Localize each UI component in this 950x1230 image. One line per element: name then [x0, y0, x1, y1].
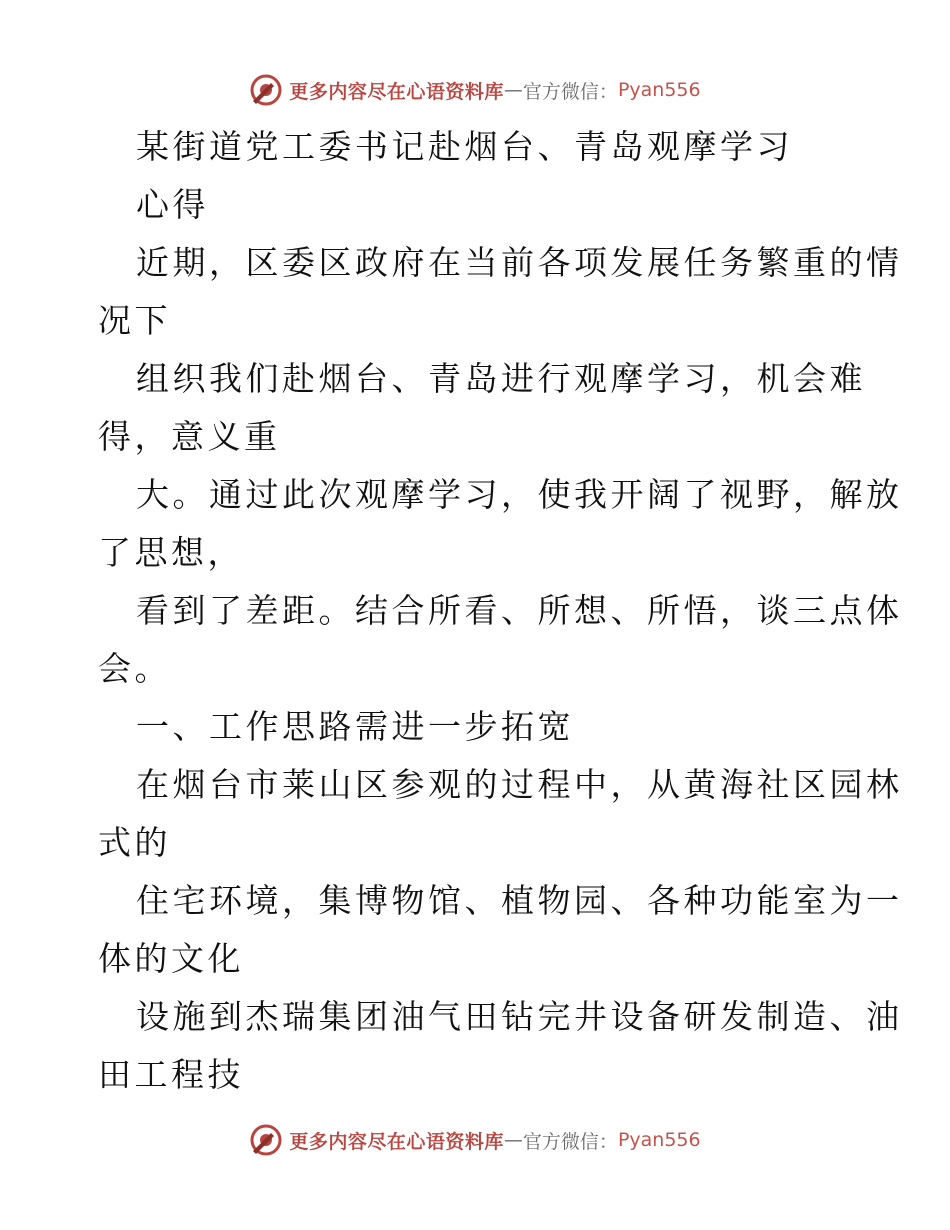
banner-wechat-label: 官方微信： — [522, 80, 618, 103]
paragraph-line: 况下 — [98, 301, 171, 340]
doc-title-cont: 心得 — [136, 185, 209, 224]
paragraph-line: 组织我们赴烟台、青岛进行观摩学习，机会难 — [136, 359, 866, 398]
section-heading: 一、工作思路需进一步拓宽 — [136, 707, 574, 746]
banner-brand: 更多内容尽在心语资料库 — [289, 1130, 504, 1153]
banner-separator: — — [503, 1129, 523, 1151]
paragraph-line: 大。通过此次观摩学习，使我开阔了视野，解放 — [136, 475, 903, 514]
banner-wechat-label: 官方微信： — [522, 1130, 618, 1153]
banner-separator: — — [503, 79, 523, 101]
brand-logo-icon — [249, 73, 283, 107]
paragraph-line: 田工程技 — [98, 1055, 244, 1094]
paragraph-line: 设施到杰瑞集团油气田钻完井设备研发制造、油 — [136, 997, 903, 1036]
banner-brand: 更多内容尽在心语资料库 — [289, 80, 504, 103]
paragraph-line: 会。 — [98, 649, 171, 688]
header-banner — [0, 70, 950, 110]
paragraph-line: 式的 — [98, 823, 171, 862]
paragraph-line: 在烟台市莱山区参观的过程中，从黄海社区园林 — [136, 765, 903, 804]
banner-wechat-id: Pyan556 — [617, 79, 701, 101]
paragraph-line: 近期，区委区政府在当前各项发展任务繁重的情 — [136, 243, 903, 282]
brand-logo-icon — [249, 1123, 283, 1157]
banner-wechat-id: Pyan556 — [617, 1129, 701, 1151]
doc-title: 某街道党工委书记赴烟台、青岛观摩学习 — [136, 127, 793, 166]
paragraph-line: 了思想， — [98, 533, 244, 572]
footer-banner — [0, 1120, 950, 1160]
paragraph-line: 体的文化 — [98, 939, 244, 978]
paragraph-line: 看到了差距。结合所看、所想、所悟，谈三点体 — [136, 591, 903, 630]
paragraph-line: 住宅环境，集博物馆、植物园、各种功能室为一 — [136, 881, 903, 920]
paragraph-line: 得，意义重 — [98, 417, 281, 456]
